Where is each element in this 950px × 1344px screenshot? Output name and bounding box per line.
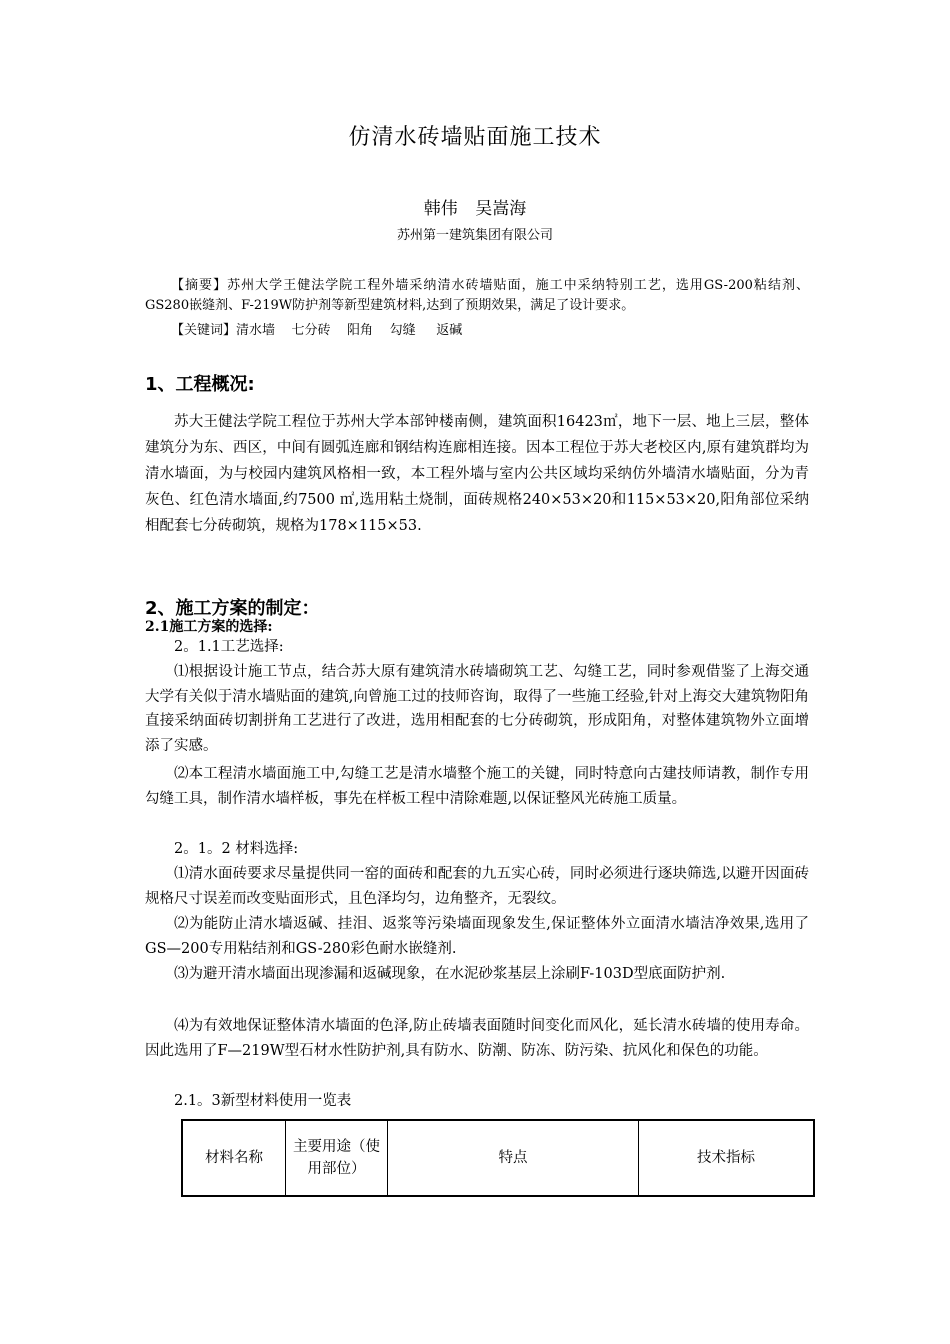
affiliation: 苏州第一建筑集团有限公司 — [396, 228, 553, 243]
table-header-cell: 主要用途（使用部位） — [286, 1120, 388, 1196]
section-2-heading: 2、施工方案的制定： — [145, 598, 320, 619]
paragraph-material-4: ⑷为有效地保证整体清水墙面的色泽,防止砖墙表面随时间变化而风化，延长清水砖墙的使用寿命。因此选用了F—219W型石材水性防护剂,具有防水、防潮、防冻、防污染、抗风化和保色的功能。 — [145, 1018, 809, 1059]
paragraph-material-3: ⑶为避开清水墙面出现渗漏和返碱现象，在水泥砂浆基层上涂刷F-103D型底面防护剂. — [174, 966, 726, 982]
table-header-cell: 材料名称 — [182, 1120, 286, 1196]
materials-table — [181, 1119, 815, 1197]
section-1-body: 苏大王健法学院工程位于苏州大学本部钟楼南侧，建筑面积16423㎡，地下一层、地上三层，整体建筑分为东、西区，中间有圆弧连廊和钢结构连廊相连接。因本工程位于苏大老校区内,原有建筑群均为清水墙面，为与校园内建筑风格相一致，本工程外墙与室内公共区域均采纳仿外墙清水墙贴面，分为青灰色、红色清水墙面,约7500 ㎡,选用粘土烧制，面砖规格240×53×20和115×53×20,阳角部位采纳相配套七分砖砌筑，规格为178×115×53. — [145, 414, 809, 534]
section-2-1-heading: 2.1施工方案的选择: — [145, 619, 273, 635]
abstract: 【摘要】苏州大学王健法学院工程外墙采纳清水砖墙贴面，施工中采纳特别工艺，选用GS-200粘结剂、GS280嵌缝剂、F-219W防护剂等新型建筑材料,达到了预期效果，满足了设计要求。 — [145, 278, 809, 313]
section-1-heading: 1、工程概况: — [145, 374, 255, 395]
section-2-1-3-heading: 2.1。3新型材料使用一览表 — [174, 1093, 352, 1109]
paragraph-material-2: ⑵为能防止清水墙返碱、挂泪、返浆等污染墙面现象发生,保证整体外立面清水墙洁净效果,选用了GS—200专用粘结剂和GS-280彩色耐水嵌缝剂. — [145, 916, 809, 957]
keywords: 【关键词】清水墙 七分砖 阳角 勾缝 返碱 — [171, 323, 463, 338]
authors: 韩伟 吴嵩海 — [423, 199, 527, 219]
section-2-1-1-heading: 2。1.1工艺选择: — [174, 639, 284, 655]
section-2-1-2-heading: 2。1。2 材料选择: — [174, 841, 299, 857]
table-header-cell: 特点 — [388, 1120, 639, 1196]
paragraph-material-1: ⑴清水面砖要求尽量提供同一窑的面砖和配套的九五实心砖，同时必须进行逐块筛选,以避开因面砖规格尺寸误差而改变贴面形式，且色泽均匀，边角整齐，无裂纹。 — [145, 866, 809, 907]
table-header-cell: 技术指标 — [639, 1120, 815, 1196]
paragraph-process-1: ⑴根据设计施工节点，结合苏大原有建筑清水砖墙砌筑工艺、勾缝工艺，同时参观借鉴了上海交通大学有关似于清水墙贴面的建筑,向曾施工过的技师咨询，取得了一些施工经验,针对上海交大建筑物阳角直接采纳面砖切割拼角工艺进行了改进，选用相配套的七分砖砌筑，形成阳角，对整体建筑物外立面增添了实感。 — [145, 664, 809, 754]
table-header-row — [182, 1120, 814, 1196]
paragraph-process-2: ⑵本工程清水墙面施工中,勾缝工艺是清水墙整个施工的关键，同时特意向古建技师请教，制作专用勾缝工具，制作清水墙样板，事先在样板工程中清除难题,以保证整风光砖施工质量。 — [145, 766, 809, 807]
document-title: 仿清水砖墙贴面施工技术 — [348, 125, 602, 150]
